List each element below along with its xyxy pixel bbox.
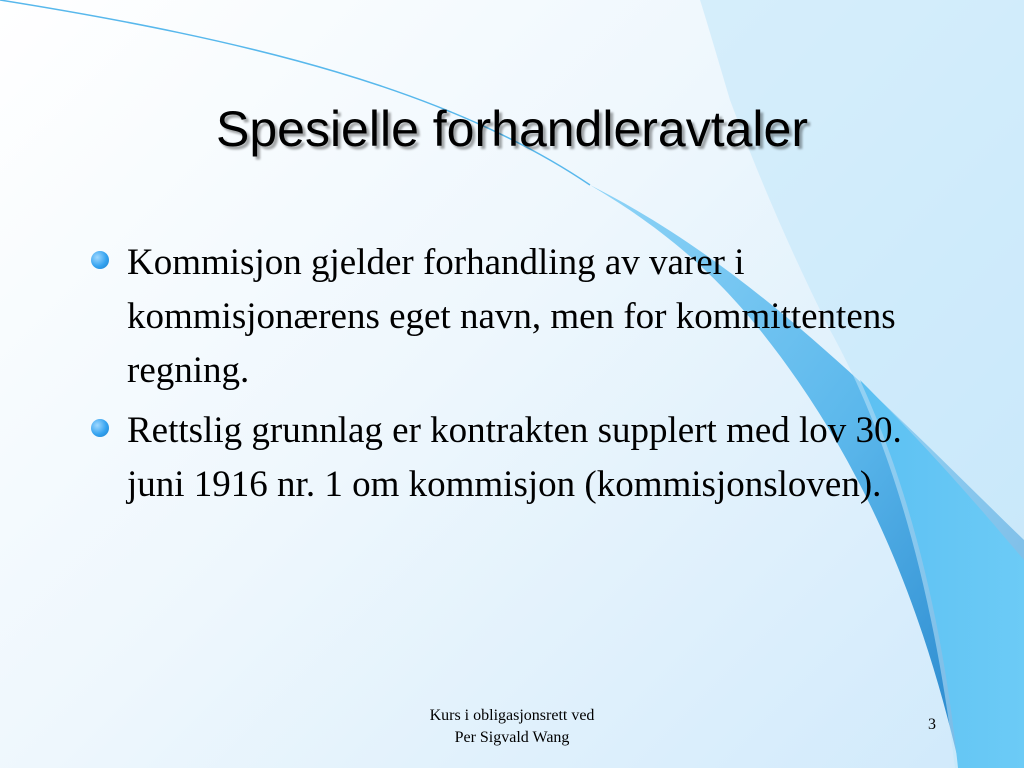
page-number: 3	[928, 716, 936, 733]
bullet-icon	[91, 251, 109, 269]
footer-line-2: Per Sigvald Wang	[454, 729, 570, 746]
slide-title: Spesielle forhandleravtaler	[215, 101, 809, 157]
bullet-text: Rettslig grunnlag er kontrakten supplert med lov 30. juni 1916 nr. 1 om kommisjon (kommisjonsloven).	[127, 410, 902, 505]
list-item	[90, 236, 920, 398]
footer-line-1: Kurs i obligasjonsrett ved	[429, 707, 595, 724]
footer	[380, 705, 644, 749]
bullet-text: Kommisjon gjelder forhandling av varer i kommisjonærens eget navn, men for kommittentens regning.	[127, 242, 896, 391]
bullet-icon	[91, 419, 109, 437]
list-item	[90, 404, 920, 512]
bullet-list	[90, 236, 920, 518]
